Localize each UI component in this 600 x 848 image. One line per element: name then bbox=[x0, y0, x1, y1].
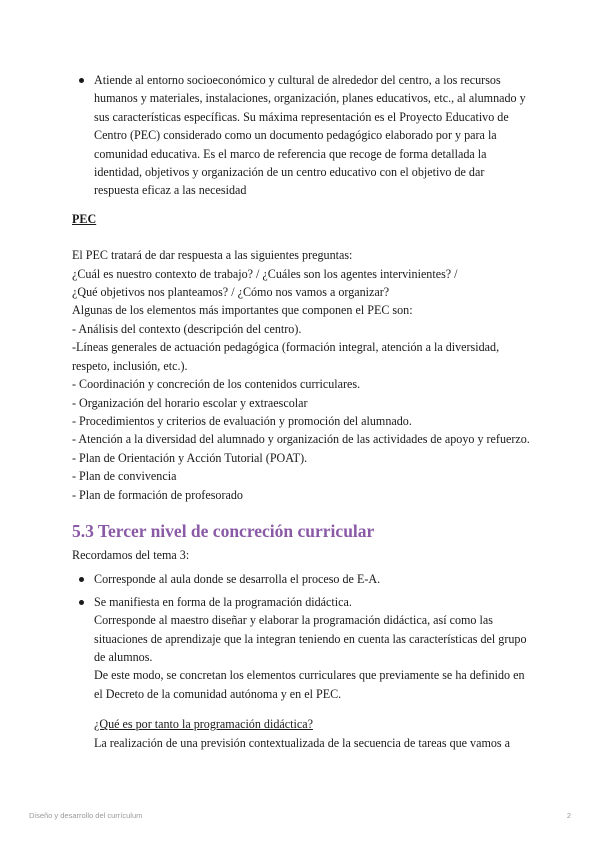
intro-bullet: Atiende al entorno socioeconómico y cultural de alrededor del centro, a los recursos humanos y materiales, instalaciones, organización, planes educativos, etc., al alumnado y sus características específicas. Su máxima representación es el Proyecto Educativo de Centro (PEC) considerado como un documento pedagógico elaborado por y para la comunidad educativa. Es el marco de referencia que recoge de forma detallada la identidad, objetivos y organización de un centro educativo con el objetivo de dar respuesta eficaz a las necesidad bbox=[72, 71, 532, 200]
pec-line: - Plan de convivencia bbox=[72, 469, 177, 484]
section-intro: Recordamos del tema 3: bbox=[72, 547, 190, 562]
bullet-2-line: Corresponde al maestro diseñar y elaborar la programación didáctica, así como las situaciones de aprendizaje que la integran teniendo en cuenta las características del grupo de alumnos. bbox=[94, 613, 527, 664]
question-heading: ¿Qué es por tanto la programación didáctica? bbox=[94, 717, 313, 732]
section-list bbox=[72, 570, 532, 752]
pec-line: - Plan de Orientación y Acción Tutorial (POAT). bbox=[72, 450, 308, 465]
pec-line: - Organización del horario escolar y extraescolar bbox=[72, 395, 308, 410]
pec-heading: PEC bbox=[72, 211, 97, 226]
section-title: 5.3 Tercer nivel de concreción curricular bbox=[72, 520, 375, 541]
page-footer bbox=[29, 811, 571, 820]
intro-list bbox=[72, 71, 532, 200]
bullet-2-line: Se manifiesta en forma de la programación didáctica. bbox=[94, 594, 352, 609]
pec-line: -Líneas generales de actuación pedagógica (formación integral, atención a la diversidad, respeto, inclusión, etc.). bbox=[72, 340, 500, 373]
pec-line: El PEC tratará de dar respuesta a las siguientes preguntas: bbox=[72, 248, 353, 263]
pec-line: Algunas de los elementos más importantes que componen el PEC son: bbox=[72, 303, 413, 318]
pec-line: - Atención a la diversidad del alumnado y organización de las actividades de apoyo y refuerzo. bbox=[72, 432, 530, 447]
answer-text: La realización de una previsión contextualizada de la secuencia de tareas que vamos a bbox=[94, 735, 511, 750]
pec-line: - Coordinación y concreción de los contenidos curriculares. bbox=[72, 377, 361, 392]
pec-line: - Procedimientos y criterios de evaluación y promoción del alumnado. bbox=[72, 413, 412, 428]
bullet-2-line: De este modo, se concretan los elementos curriculares que previamente se ha definido en el Decreto de la comunidad autónoma y en el PEC. bbox=[94, 668, 525, 701]
page-number: 2 bbox=[566, 811, 571, 820]
page-content bbox=[72, 71, 532, 752]
pec-body bbox=[72, 246, 532, 504]
section-bullet-2 bbox=[72, 593, 532, 752]
pec-line: ¿Qué objetivos nos planteamos? / ¿Cómo nos vamos a organizar? bbox=[72, 285, 390, 300]
footer-title: Diseño y desarrollo del currículum bbox=[29, 811, 143, 820]
section-bullet-1: Corresponde al aula donde se desarrolla el proceso de E-A. bbox=[72, 570, 532, 588]
pec-line: - Plan de formación de profesorado bbox=[72, 487, 243, 502]
pec-line: - Análisis del contexto (descripción del centro). bbox=[72, 321, 302, 336]
pec-line: ¿Cuál es nuestro contexto de trabajo? / ¿Cuáles son los agentes intervinientes? / bbox=[72, 266, 458, 281]
